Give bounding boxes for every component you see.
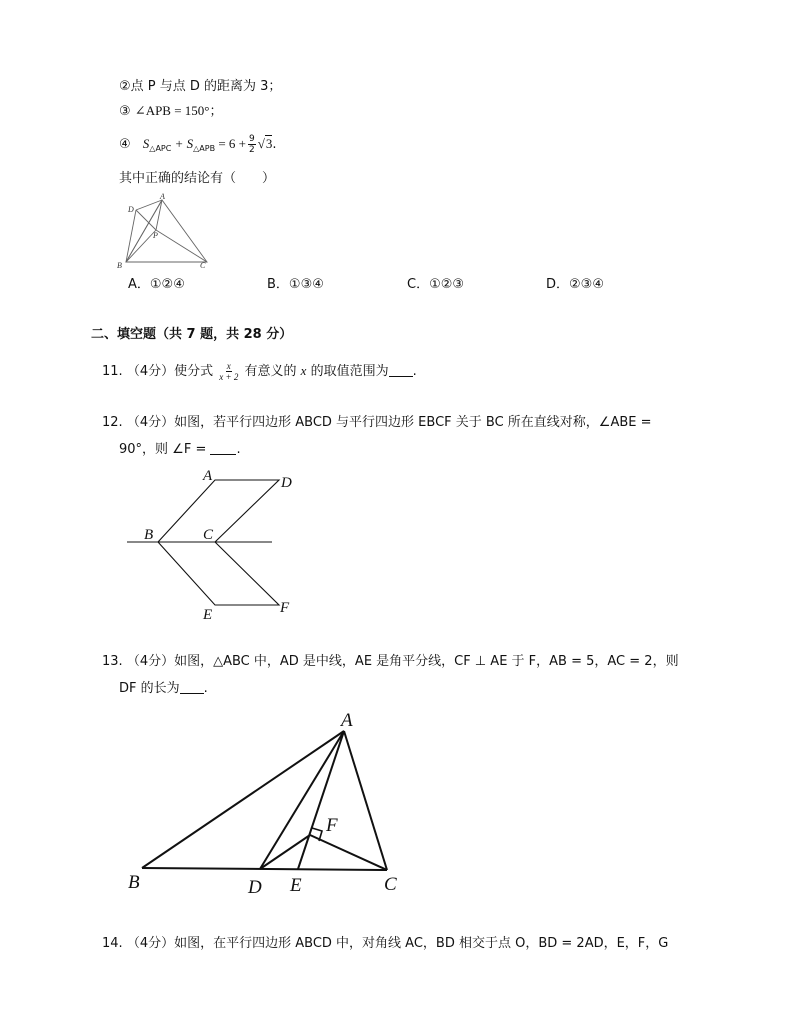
question-text: DF 的长为 [119,681,180,696]
question-text: （4分）如图，在平行四边形 ABCD 中，对角线 AC，BD 相交于点 O，BD = 2AD，E，F，G [126,936,669,951]
segment-bp [126,230,156,262]
fraction [219,361,238,382]
label-e: E [290,875,302,896]
q12-line-1 [102,414,652,432]
q13-figure [120,700,420,900]
item-number: ④ [119,137,131,152]
item-number: ③ [119,104,131,119]
label-c: C [200,261,206,270]
option-text: ①②③ [429,277,465,292]
period: . [203,681,208,696]
question-text: 有意义的 [244,364,297,379]
answer-blank[interactable] [180,679,204,694]
question-text: 90°，则 ∠F = [119,442,207,457]
question-text: （4分）如图，若平行四边形 ABCD 与平行四边形 EBCF 关于 BC 所在直线对称，∠ABE = [126,415,652,430]
label-b: B [144,527,154,543]
sqrt-sign: √ [257,136,265,151]
area-subscript: △APC [149,144,172,153]
label-a: A [203,468,213,484]
label-d: D [281,475,292,491]
option-letter: D． [546,277,570,292]
item-3-math: ∠APB = 150°； [134,103,223,118]
period: . [272,137,277,152]
option-letter: A． [128,277,150,292]
label-e: E [203,607,213,622]
option-b[interactable] [267,276,324,294]
q12-figure [120,462,310,622]
option-d[interactable] [546,276,604,294]
q13-line-2 [119,679,208,698]
q12-line-2 [119,440,241,459]
fraction-denominator: x + 2 [219,372,239,382]
label-d: D [248,877,262,898]
question-text: （4分）如图，△ABC 中，AD 是中线，AE 是角平分线，CF ⊥ AE 于 F，AB = 5，AC = 2，则 [126,654,679,669]
answer-blank[interactable] [210,440,236,455]
option-text: ①③④ [288,277,324,292]
segment-da [136,200,162,210]
area-symbol: + S [171,136,194,151]
option-letter: C． [407,277,430,292]
question-number: 11. [102,364,123,379]
q10-item-3 [119,102,223,121]
period: . [412,364,417,379]
fraction-numerator: x [226,361,231,371]
option-a[interactable] [128,276,185,294]
option-c[interactable] [407,276,464,294]
q10-item-2: ②点 P 与点 D 的距离为 3； [119,79,282,94]
label-c: C [203,527,214,543]
question-number: 14. [102,936,123,951]
fraction-numerator: 9 [248,134,255,144]
segment-bc [142,868,387,870]
area-subscript: △APB [193,144,216,153]
section-title: 二、填空题（共 7 题，共 28 分） [91,327,293,342]
fraction [248,134,256,155]
parallelogram-ebcf [158,542,279,605]
question-text: 的取值范围为 [310,364,389,379]
label-a: A [160,192,165,201]
label-f: F [280,600,290,616]
sqrt-value: 3 [265,136,273,151]
label-b: B [117,261,122,270]
period: . [236,442,241,457]
variable: x [300,363,307,378]
question-number: 12. [102,415,123,430]
segment-cp [156,230,207,262]
option-text: ②③④ [569,277,604,292]
q14-line-1 [102,935,668,953]
segment-df [260,835,310,869]
segment-ac [344,731,387,870]
question-number: 13. [102,654,123,669]
option-letter: B． [267,277,289,292]
label-f: F [326,815,338,836]
segment-ad [260,731,344,869]
q11 [102,361,417,382]
label-a: A [341,710,353,731]
q10-figure [114,190,214,270]
area-symbol: S [142,136,150,151]
parallelogram-abcd [158,480,279,542]
label-b: B [128,872,140,893]
fraction-denominator: 2 [248,145,255,155]
label-d: D [128,205,134,214]
segment-cf [310,835,387,870]
equals-text: = 6 + [215,136,246,151]
label-c: C [384,874,397,895]
option-text: ①②④ [149,277,185,292]
segment-ab [142,731,344,868]
q13-line-1 [102,653,679,671]
question-text: 使分式 [174,364,214,379]
q10-item-4 [119,134,277,158]
label-p: P [153,231,158,240]
q10-question: 其中正确的结论有（ ） [119,171,276,186]
answer-blank[interactable] [389,362,413,377]
question-score: （4分） [126,364,175,379]
